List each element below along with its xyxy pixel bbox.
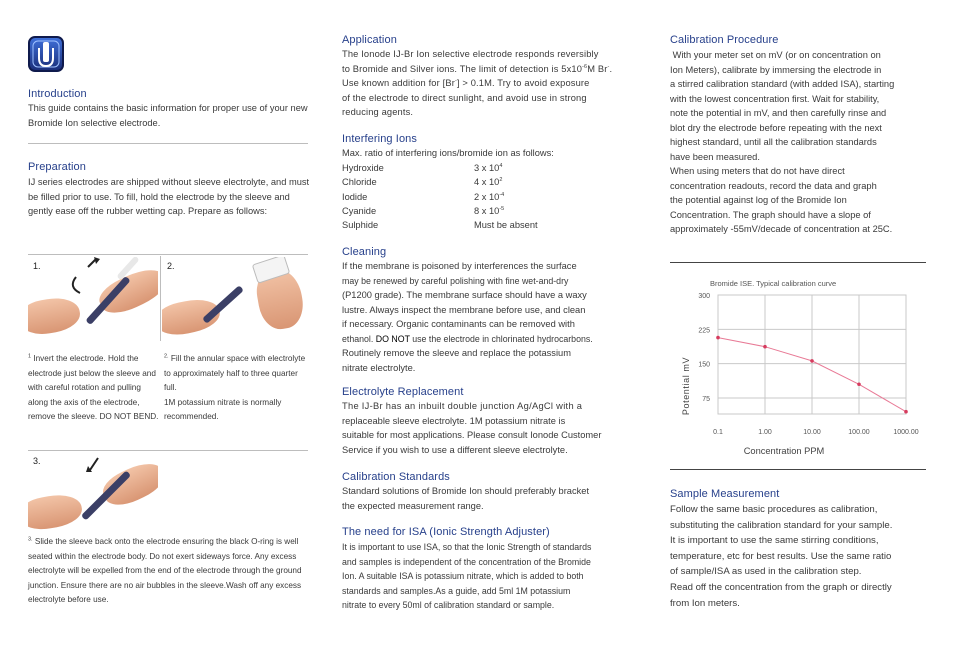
step-text: Fill the annular space with electrolyte to approximately half to three quarter full. (164, 354, 306, 392)
step-note: 1M potassium nitrate is normally recommended. (164, 397, 282, 421)
text-line: from Ion meters. (670, 597, 740, 609)
photo-label: 1. (33, 261, 41, 271)
application-line: of the electrode to direct sunlight, and avoid use in strong (342, 92, 587, 103)
chart-x-tick-label: 100.00 (848, 429, 870, 436)
text-line: blot dry the electrode before repeating with the next (670, 122, 882, 133)
text-line: approximately -55mV/decade of concentration at 25C. (670, 224, 893, 234)
photo-label: 3. (33, 456, 41, 466)
step-1-caption (28, 352, 160, 425)
isa-heading: The need for ISA (Ionic Strength Adjuster) (342, 526, 550, 538)
calibration-curve-chart (670, 264, 926, 464)
table-row: Iodide 2 x $10^{-4}$ (342, 191, 505, 202)
text-line: Follow the same basic procedures as calibration, (670, 504, 878, 515)
preparation-text: IJ series electrodes are shipped without sleeve electrolyte, and must be filled prior to use. To fill, hold the electrode by the sleeve and gently ease off the rubber wetting cap. Prepare as follows: (28, 177, 310, 216)
step-number: 1 (28, 353, 32, 360)
application-heading: Application (342, 34, 397, 46)
text-line: highest standard, until all the calibration standards (670, 137, 877, 147)
chart-data-point (763, 345, 767, 349)
step-text: Slide the sleeve back onto the electrode ensuring the black O-ring is well seated within the electrode body. Do not exert sideways force. Any excess electrolyte will be expelled from the end of the electrode through the ground junction. Ensure there are no air bubbles in the sleeve.Wash off any excess electrolyte before use. (28, 537, 302, 604)
table-row: Cyanide 8 x $10^{-5}$ (342, 205, 505, 216)
text-line: Concentration. The graph should have a slope of (670, 209, 871, 220)
text-line: When using meters that do not have direct (670, 166, 845, 176)
text-line: note the potential in mV, and then carefully rinse and (670, 108, 887, 118)
column-middle (342, 0, 642, 657)
chart-x-label: Concentration PPM (743, 446, 825, 456)
photo-invert-electrode (28, 257, 158, 339)
step-text: Invert the electrode. Hold the electrode just below the sleeve and with careful rotation and pulling along the axis of the electrode, remove the sleeve. DO NOT BEND. (28, 354, 159, 421)
column-left (0, 0, 320, 657)
sample-measurement-heading: Sample Measurement (670, 488, 780, 500)
text-line: Ion Meters), calibrate by immersing the electrode in (670, 64, 882, 75)
table-row: Hydroxide 3 x $10^4$ (342, 162, 503, 173)
text-line: It is important to use the same stirring conditions, (670, 535, 879, 547)
text-line: temperature, etc for best results. Use the same ratio (670, 550, 892, 562)
photo-label: 2. (167, 261, 175, 271)
divider (160, 256, 161, 341)
calibration-standards-text: Standard solutions of Bromide Ion should preferably bracket the expected measurement range. (342, 486, 590, 511)
application-text (342, 47, 642, 120)
text-line: concentration readouts, record the data and graph (670, 180, 877, 191)
chart-y-tick-label: 75 (702, 395, 710, 403)
introduction-text: This guide contains the basic information for proper use of your new Bromide Ion selective electrode. (28, 103, 308, 128)
cleaning-heading: Cleaning (342, 246, 387, 258)
text-line: of sample/ISA as used in the calibration step. (670, 566, 862, 578)
table-row: Sulphide Must be absent (342, 220, 538, 231)
chart-data-point (716, 336, 720, 340)
application-line: to Bromide and Silver ions. The limit of detection is $5x10^{-6}M$ Br-. (342, 63, 613, 74)
text-line: the potential against log of the Bromide Ion (670, 195, 847, 205)
chart-data-point (810, 359, 814, 363)
do-not-emphasis: DO NOT (375, 333, 410, 344)
calibration-standards-heading: Calibration Standards (342, 471, 450, 483)
electrolyte-replacement-heading: Electrolyte Replacement (342, 386, 464, 398)
chart-data-point (904, 410, 908, 414)
chart-data-point (857, 382, 861, 386)
divider (28, 143, 308, 144)
photo-fill-electrolyte (162, 257, 308, 339)
text-line: Read off the concentration from the graph or directly (670, 581, 892, 593)
step-2-caption (164, 352, 310, 425)
chart-bottom-rule (670, 469, 926, 470)
column-right (670, 0, 930, 657)
interfering-ions-intro: Max. ratio of interfering ions/bromide ion as follows: (342, 148, 554, 158)
chart-top-rule (670, 262, 926, 263)
chart-y-tick-label: 150 (698, 361, 710, 369)
divider (28, 254, 308, 255)
text-line: substituting the calibration standard for your sample. (670, 519, 893, 531)
text-line: with the lowest concentration first. Wait for stability, (670, 93, 880, 104)
sample-measurement-text (670, 502, 930, 611)
table-row: Chloride 4 x $10^2$ (342, 177, 503, 188)
application-line: Use known addition for [Br-] > 0.1M. Try to avoid exposure (342, 77, 590, 88)
photo-slide-sleeve (28, 452, 158, 534)
step-3-caption (28, 535, 303, 608)
text-line: a stirred calibration standard (with added ISA), starting (670, 79, 895, 89)
chart-x-tick-label: 1000.00 (893, 429, 919, 436)
chart-y-tick-label: 300 (698, 293, 710, 300)
application-line: The Ionode IJ-Br Ion selective electrode responds reversibly (342, 49, 599, 59)
chart-x-tick-label: 1.00 (758, 429, 772, 436)
electrolyte-replacement-text: The IJ-Br has an inbuilt double junction Ag/AgCl with a replaceable sleeve electrolyte. 1M potassium nitrate is suitable for most applications. Please consult Ionode Customer Service if you wish to use a different sleeve electrolyte. (342, 401, 602, 455)
text-line: have been measured. (670, 151, 760, 162)
step-number: 3. (28, 536, 33, 543)
step-number: 2. (164, 353, 169, 360)
application-line: reducing agents. (342, 107, 414, 117)
introduction-heading: Introduction (28, 88, 87, 100)
chart-y-label: Potential mV (681, 356, 691, 416)
chart-y-tick-label: 225 (698, 327, 710, 335)
isa-text: It is important to use ISA, so that the Ionic Strength of standards and samples is independent of the concentration of the Bromide Ion. A suitable ISA is potassium nitrate, which is added to both standards and samples.As a guide, add 5ml 1M potassium nitrate to every 50ml of calibration standard or sample. (342, 542, 592, 610)
chart-x-tick-label: 10.00 (803, 429, 821, 436)
chart-x-tick-label: 0.1 (713, 429, 723, 436)
text-line: With your meter set on mV (or on concentration on (670, 50, 881, 60)
calibration-procedure-heading: Calibration Procedure (670, 34, 779, 46)
preparation-heading: Preparation (28, 161, 86, 173)
ij-electrode-logo-icon (28, 36, 64, 72)
chart-title: Bromide ISE. Typical calibration curve (710, 279, 837, 288)
interfering-ions-heading: Interfering Ions (342, 133, 417, 145)
divider (28, 450, 308, 451)
cleaning-text: If the membrane is poisoned by interferences the surface may be renewed by careful polishing with fine wet-and-dry (P1200 grade). The membrane surface should have a waxy lustre. Always inspect the membrane before use, and clean if necessary. Organic contaminants can be removed with ethanol. DO NOT use the electrode in chlorinated hydrocarbons. Routinely remove the sleeve and replace the potassium nitrate electrolyte. (342, 261, 593, 373)
calibration-procedure-text (670, 48, 930, 237)
interfering-ions-table (342, 161, 642, 232)
